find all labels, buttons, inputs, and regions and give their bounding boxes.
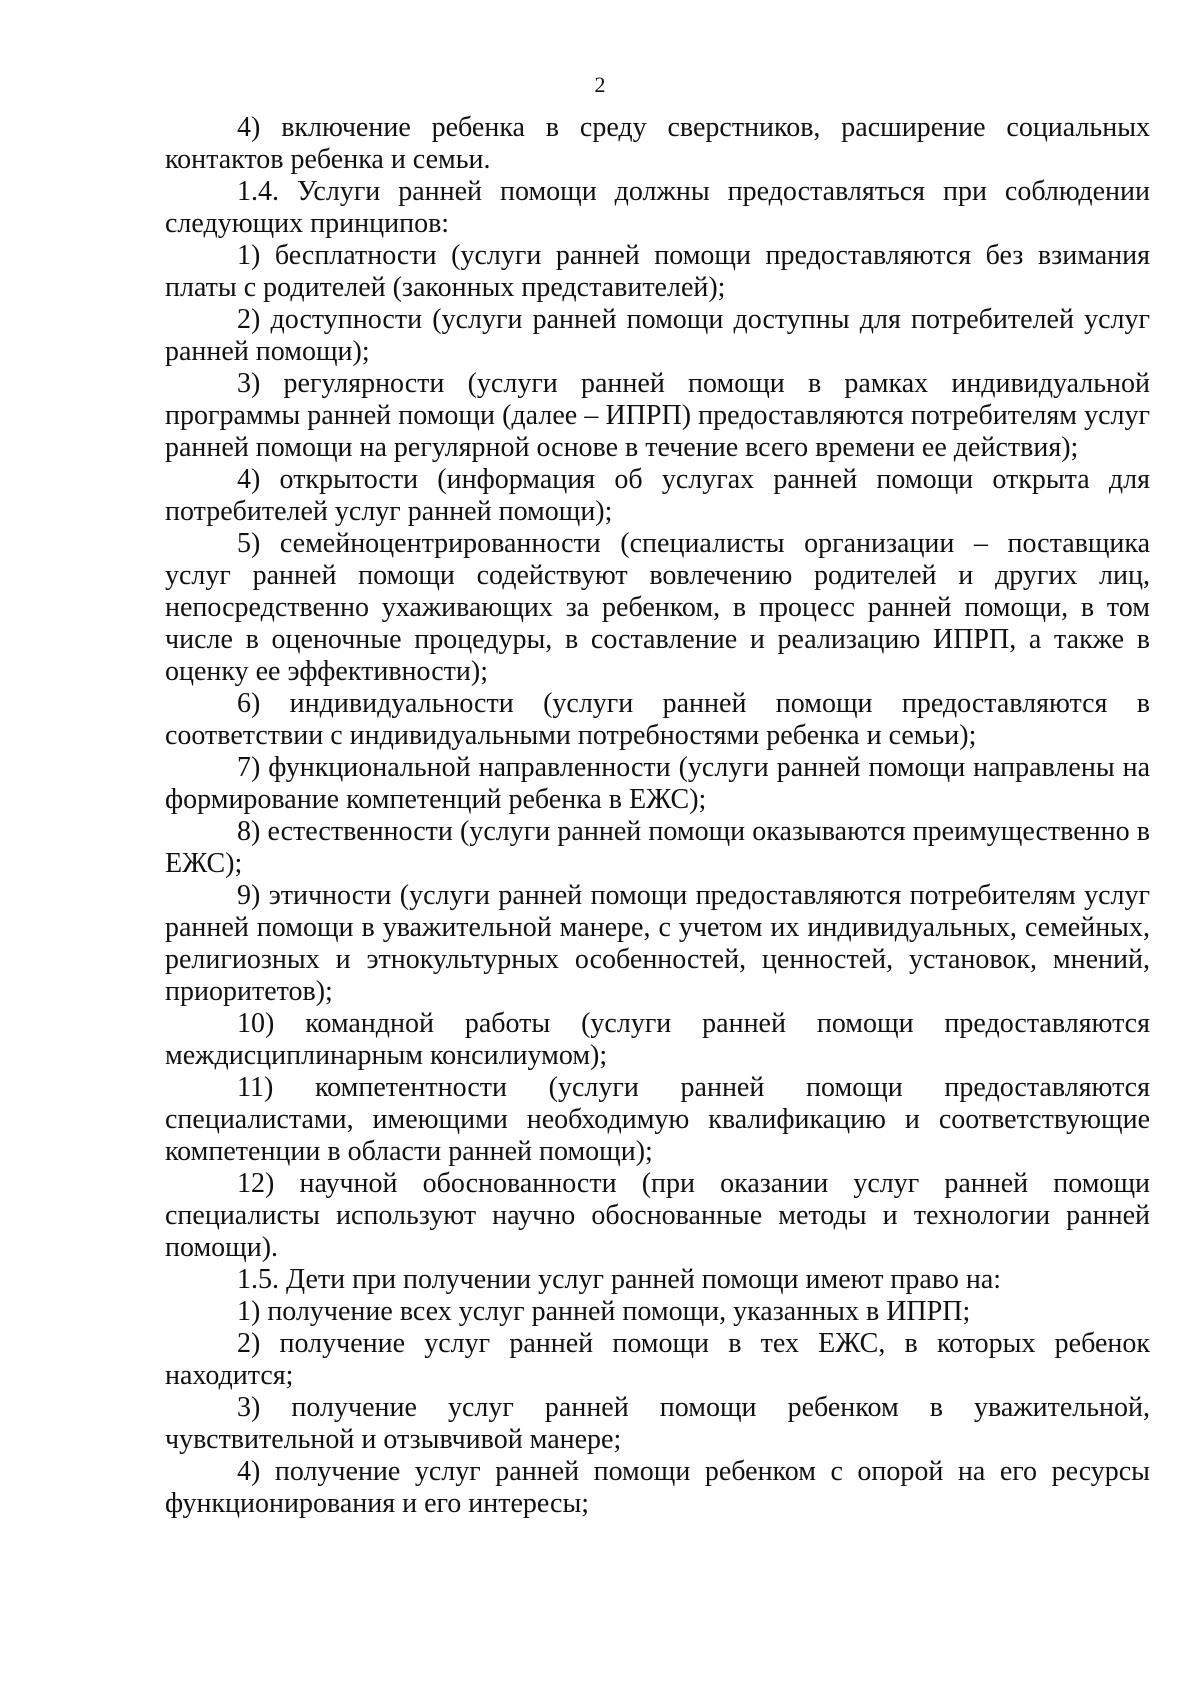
- list-item: 2) доступности (услуги ранней помощи доступны для потребителей услуг ранней помощи);: [165, 304, 1150, 367]
- list-item: 6) индивидуальности (услуги ранней помощи предоставляются в соответствии с индивидуальными потребностями ребенка и семьи);: [165, 688, 1150, 751]
- list-item: 4) открытости (информация об услугах ранней помощи открыта для потребителей услуг ранней помощи);: [165, 464, 1150, 527]
- list-item: 10) командной работы (услуги ранней помощи предоставляются междисциплинарным консилиумом);: [165, 1008, 1150, 1071]
- list-item: 1) получение всех услуг ранней помощи, указанных в ИПРП;: [237, 1296, 971, 1327]
- list-item: 12) научной обоснованности (при оказании услуг ранней помощи специалисты используют научно обоснованные методы и технологии ранней помощи).: [165, 1168, 1150, 1263]
- page-number: 2: [594, 72, 606, 97]
- paragraph: 4) включение ребенка в среду сверстников, расширение социальных контактов ребенка и семьи.: [165, 112, 1150, 175]
- list-item: 7) функциональной направленности (услуги ранней помощи направлены на формирование компетенций ребенка в ЕЖС);: [165, 752, 1150, 815]
- list-item: 4) получение услуг ранней помощи ребенком с опорой на его ресурсы функционирования и его интересы;: [165, 1456, 1150, 1519]
- list-item: 3) получение услуг ранней помощи ребенком в уважительной, чувствительной и отзывчивой манере;: [165, 1392, 1150, 1455]
- list-item: 3) регулярности (услуги ранней помощи в рамках индивидуальной программы ранней помощи (далее – ИПРП) предоставляются потребителям услуг ранней помощи на регулярной основе в течение всего времени ее действия);: [165, 368, 1150, 463]
- section-heading-1-4: 1.4. Услуги ранней помощи должны предоставляться при соблюдении следующих принципов:: [165, 176, 1150, 239]
- list-item: 2) получение услуг ранней помощи в тех ЕЖС, в которых ребенок находится;: [165, 1328, 1150, 1391]
- list-item: 5) семейноцентрированности (специалисты организации – поставщика услуг ранней помощи содействуют вовлечению родителей и других лиц, непосредственно ухаживающих за ребенком, в процесс ранней помощи, в том числе в оценочные процедуры, в составление и реализацию ИПРП, а также в оценку ее эффективности);: [165, 528, 1150, 687]
- list-item: 8) естественности (услуги ранней помощи оказываются преимущественно в ЕЖС);: [165, 816, 1150, 879]
- list-item: 1) бесплатности (услуги ранней помощи предоставляются без взимания платы с родителей (законных представителей);: [165, 240, 1150, 303]
- list-item: 11) компетентности (услуги ранней помощи предоставляются специалистами, имеющими необходимую квалификацию и соответствующие компетенции в области ранней помощи);: [165, 1072, 1150, 1167]
- document-body: [165, 112, 1150, 1520]
- list-item: 9) этичности (услуги ранней помощи предоставляются потребителям услуг ранней помощи в уважительной манере, с учетом их индивидуальных, семейных, религиозных и этнокультурных особенностей, ценностей, установок, мнений, приоритетов);: [165, 880, 1150, 1007]
- section-heading-1-5: 1.5. Дети при получении услуг ранней помощи имеют право на:: [237, 1264, 1002, 1295]
